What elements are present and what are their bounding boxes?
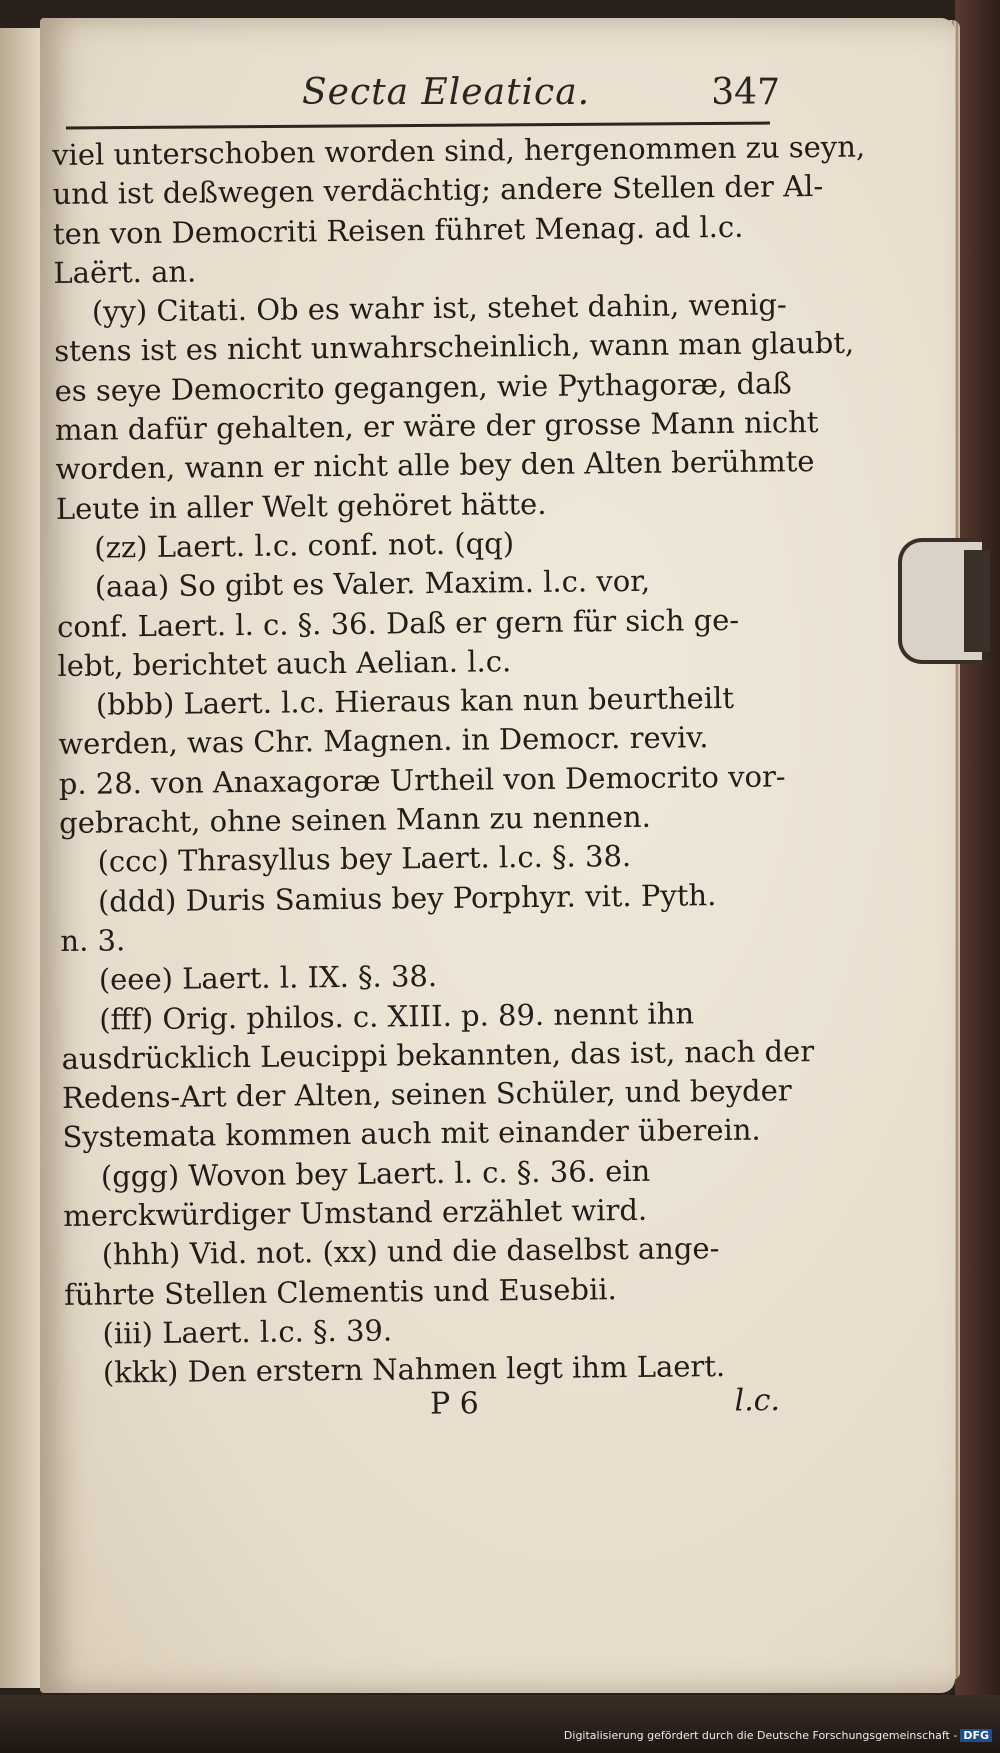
credit-text: Digitalisierung gefördert durch die Deutsche Forschungsgemeinschaft - xyxy=(563,1729,958,1742)
text-line: werden, was Chr. Magnen. in Democr. reviv. xyxy=(58,720,709,762)
footnote-line: (iii) Laert. l.c. §. 39. xyxy=(102,1313,393,1351)
text-line: n. 3. xyxy=(60,923,126,958)
footnote-line: (ggg) Wovon bey Laert. l. c. §. 36. ein xyxy=(100,1153,651,1194)
footnote-line: (kkk) Den erstern Nahmen legt ihm Laert. xyxy=(102,1349,726,1390)
text-line: führte Stellen Clementis und Eusebii. xyxy=(63,1271,617,1312)
dfg-logo: DFG xyxy=(960,1729,992,1742)
catchword: l.c. xyxy=(734,1383,781,1419)
text-line: p. 28. von Anaxagoræ Urtheil von Democrito vor- xyxy=(58,759,786,801)
text-line: Redens-Art der Alten, seinen Schüler, und beyder xyxy=(61,1073,792,1116)
text-line: lebt, berichtet auch Aelian. l.c. xyxy=(57,644,512,683)
footnote-line: (eee) Laert. l. IX. §. 38. xyxy=(98,959,438,997)
footnote-line: (ddd) Duris Samius bey Porphyr. vit. Pyth. xyxy=(97,877,717,919)
footnote-line: (fff) Orig. philos. c. XIII. p. 89. nennt ihn xyxy=(99,995,695,1037)
background-right-edge xyxy=(955,0,1000,1695)
text-line: und ist deßwegen verdächtig; andere Stellen der Al- xyxy=(52,169,824,212)
text-line: merckwürdiger Umstand erzählet wird. xyxy=(63,1192,648,1233)
page-header xyxy=(70,72,780,122)
catchline xyxy=(400,1383,780,1427)
text-line: Systemata kommen auch mit einander überein. xyxy=(62,1113,761,1155)
text-line: man dafür gehalten, er wäre der grosse Mann nicht xyxy=(54,405,819,448)
footnote-line: (ccc) Thrasyllus bey Laert. l.c. §. 38. xyxy=(97,839,632,879)
text-line: worden, wann er nicht alle bey den Alten berühmte xyxy=(55,444,815,487)
text-line: Leute in aller Welt gehöret hätte. xyxy=(55,486,547,526)
page-clip-tab xyxy=(898,538,982,664)
running-head: Secta Eleatica. xyxy=(302,72,591,113)
body-text xyxy=(52,128,866,1393)
signature-mark: P 6 xyxy=(429,1386,479,1422)
page-number: 347 xyxy=(711,72,780,113)
text-line: ausdrücklich Leucippi bekannten, das ist, nach der xyxy=(61,1033,815,1076)
footnote-line: (bbb) Laert. l.c. Hieraus kan nun beurtheilt xyxy=(95,681,735,722)
footnote-line: (yy) Citati. Ob es wahr ist, stehet dahin, wenig- xyxy=(91,287,787,329)
text-line: es seye Democrito gegangen, wie Pythagoræ, daß xyxy=(54,366,792,408)
text-line: gebracht, ohne seinen Mann zu nennen. xyxy=(59,799,652,841)
digitization-credit xyxy=(564,1729,992,1742)
text-line: ten von Democriti Reisen führet Menag. ad l.c. xyxy=(52,209,744,251)
background-bottom-edge xyxy=(0,1695,1000,1753)
text-line: conf. Laert. l. c. §. 36. Daß er gern für sich ge- xyxy=(56,602,740,644)
footnote-line: (zz) Laert. l.c. conf. not. (qq) xyxy=(94,526,515,565)
footnote-line: (aaa) So gibt es Valer. Maxim. l.c. vor, xyxy=(94,564,651,604)
text-line: Laërt. an. xyxy=(53,254,197,290)
text-line: viel unterschoben worden sind, hergenommen zu seyn, xyxy=(52,129,866,172)
text-line: stens ist es nicht unwahrscheinlich, wann man glaubt, xyxy=(54,326,855,369)
footnote-line: (hhh) Vid. not. (xx) und die daselbst ange- xyxy=(101,1231,720,1272)
